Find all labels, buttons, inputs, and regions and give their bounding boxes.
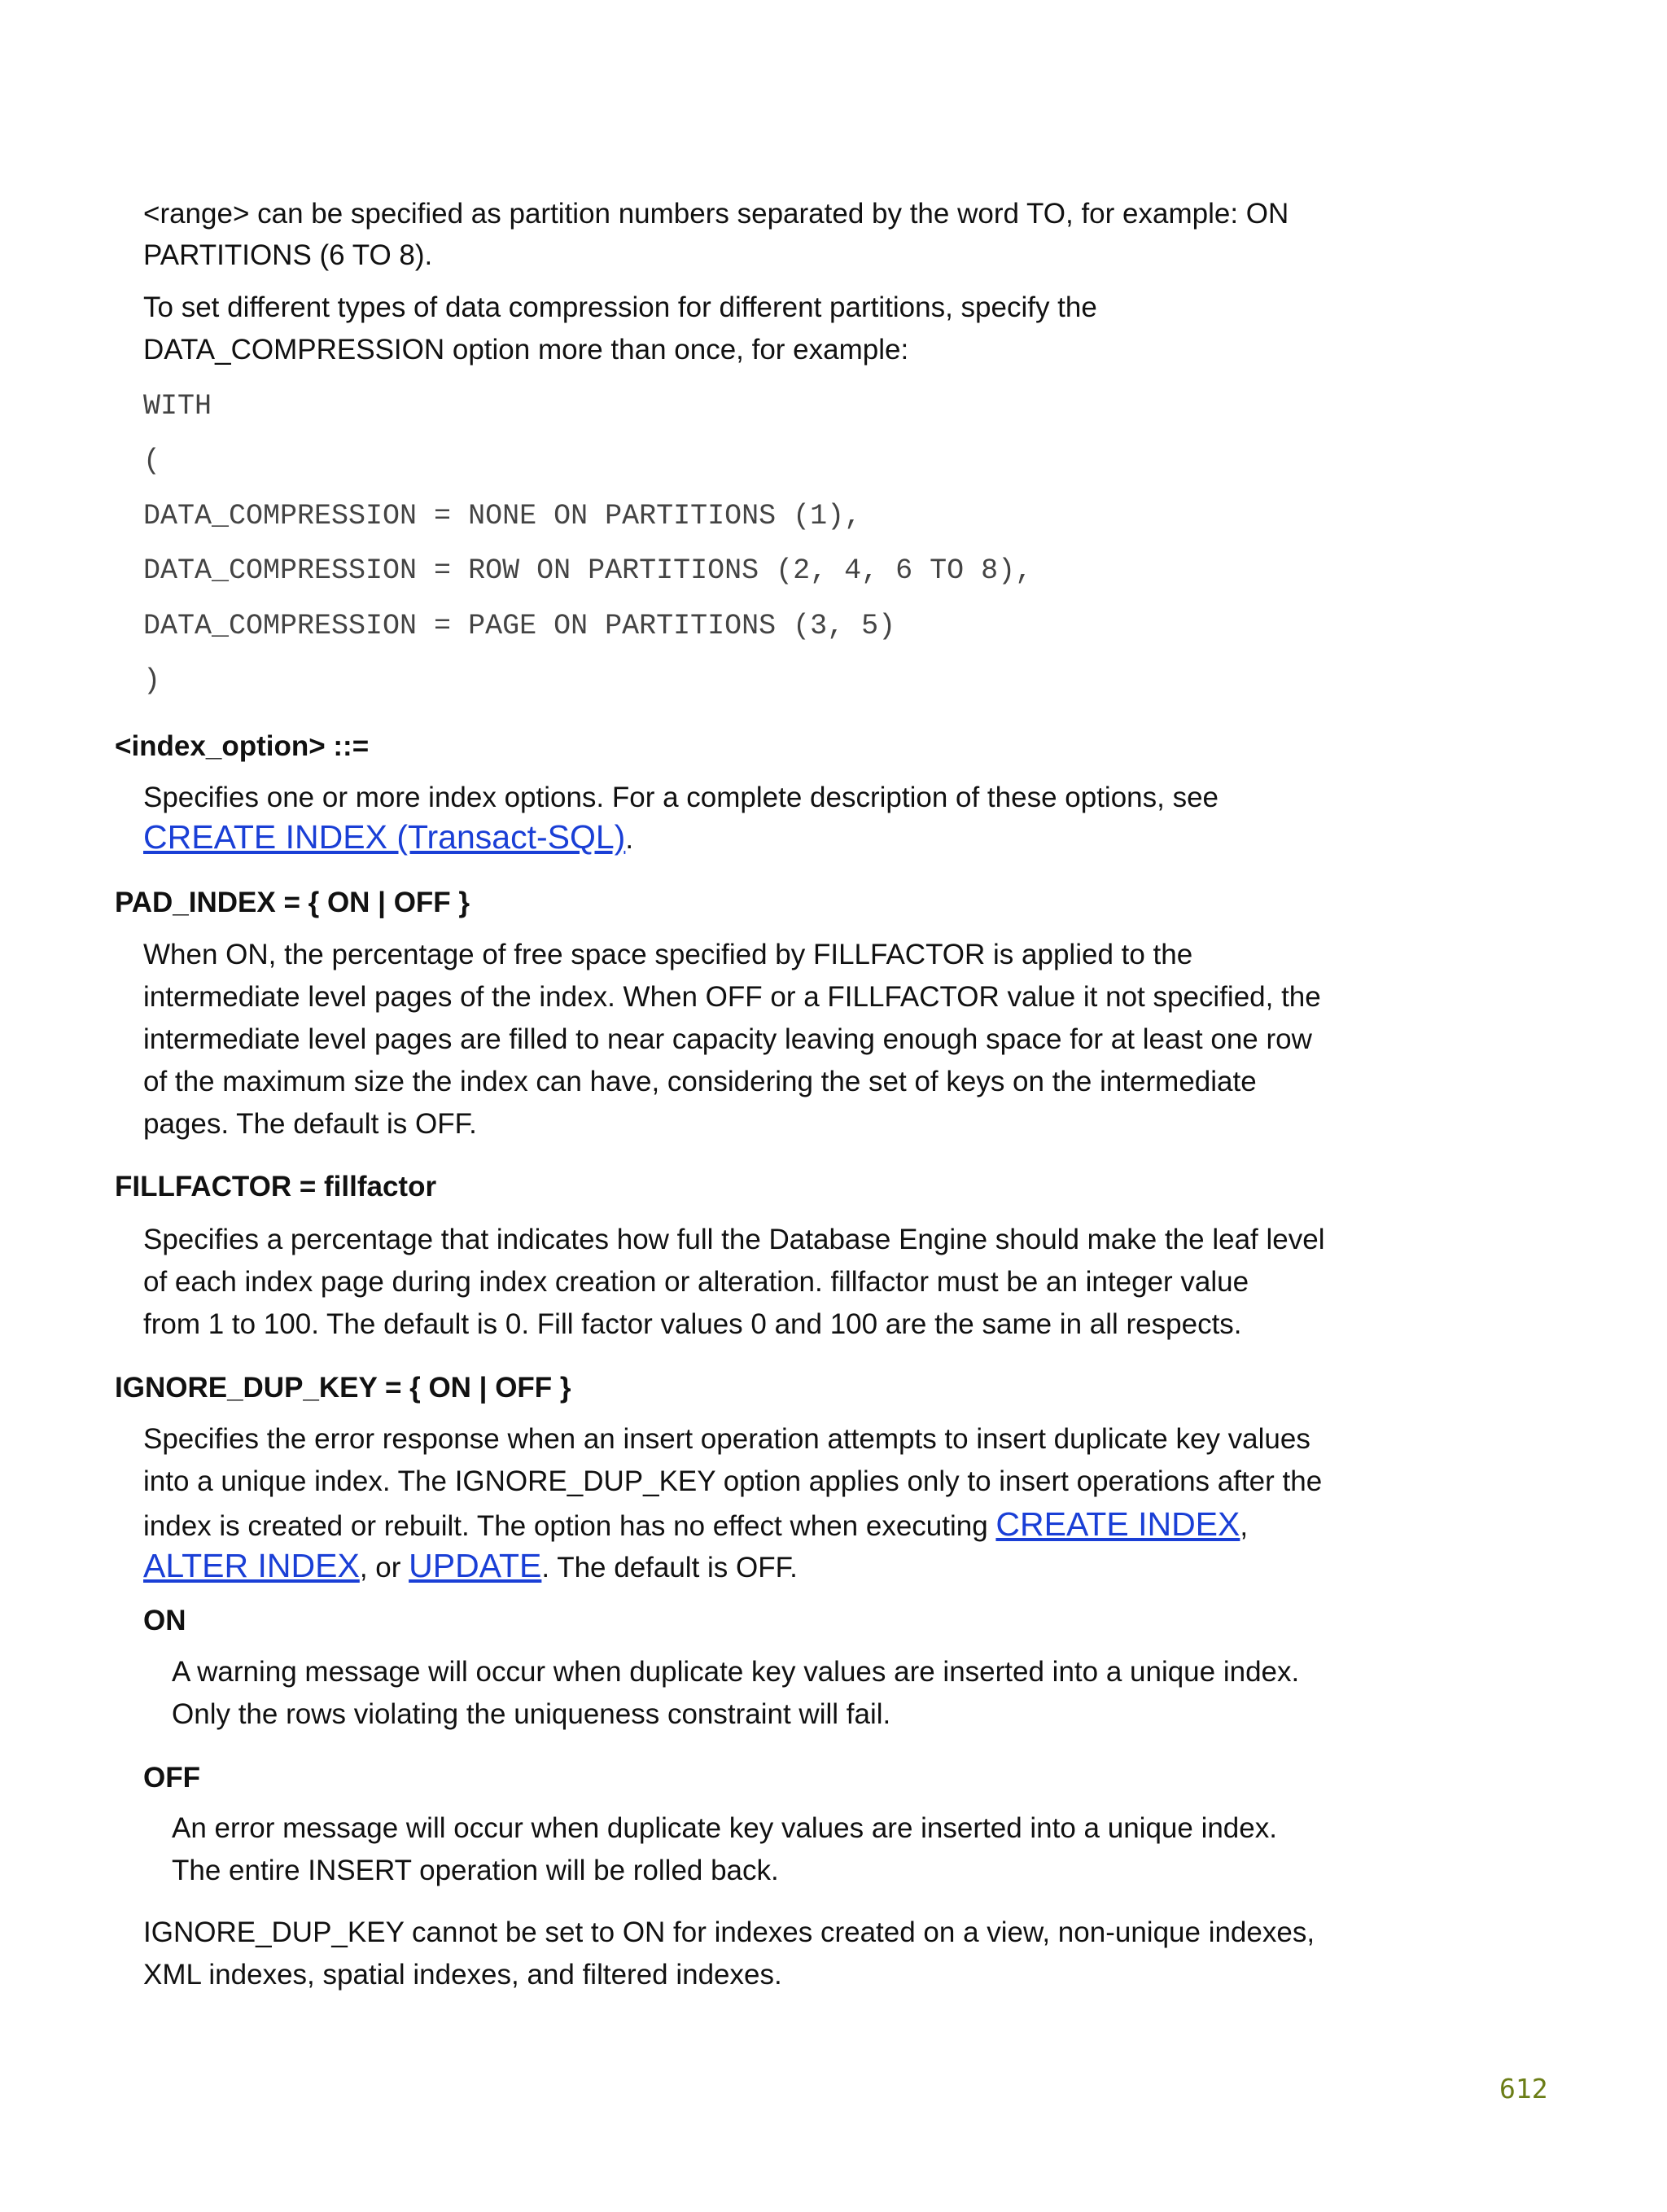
index-option-heading: <index_option> ::=: [115, 730, 370, 762]
code-line-4: DATA_COMPRESSION = ROW ON PARTITIONS (2, 4, 6 TO 8),: [143, 554, 1033, 587]
index-option-line-2: [143, 818, 634, 856]
pad-index-line-5: pages. The default is OFF.: [143, 1108, 477, 1140]
code-line-6: ): [143, 664, 161, 697]
index-option-line-1: Specifies one or more index options. For a complete description of these options, see: [143, 782, 1219, 813]
pad-index-heading: PAD_INDEX = { ON | OFF }: [115, 887, 470, 918]
code-line-1: WITH: [143, 390, 212, 423]
code-line-3: DATA_COMPRESSION = NONE ON PARTITIONS (1),: [143, 500, 862, 532]
intro-line-3: To set different types of data compression for different partitions, specify the: [143, 291, 1097, 323]
pad-index-line-2: intermediate level pages of the index. When OFF or a FILLFACTOR value it not specified, the: [143, 981, 1321, 1013]
intro-line-4: DATA_COMPRESSION option more than once, for example:: [143, 334, 909, 366]
off-heading: OFF: [143, 1762, 200, 1794]
ignore-dup-key-line-1: Specifies the error response when an insert operation attempts to insert duplicate key values: [143, 1423, 1310, 1455]
ignore-dup-key-heading: IGNORE_DUP_KEY = { ON | OFF }: [115, 1372, 571, 1404]
ignore-dup-key-line-4: [143, 1549, 798, 1584]
pad-index-line-4: of the maximum size the index can have, considering the set of keys on the intermediate: [143, 1066, 1257, 1097]
fillfactor-line-1: Specifies a percentage that indicates how full the Database Engine should make the leaf level: [143, 1224, 1325, 1255]
fillfactor-line-2: of each index page during index creation or alteration. fillfactor must be an integer value: [143, 1266, 1249, 1298]
ignore-dup-key-default: . The default is OFF.: [541, 1552, 798, 1583]
on-line-1: A warning message will occur when duplicate key values are inserted into a unique index.: [172, 1656, 1300, 1688]
pad-index-line-1: When ON, the percentage of free space specified by FILLFACTOR is applied to the: [143, 939, 1193, 970]
ignore-dup-key-line-3-text: index is created or rebuilt. The option has no effect when executing: [143, 1510, 996, 1542]
on-heading: ON: [143, 1605, 186, 1636]
fillfactor-heading: FILLFACTOR = fillfactor: [115, 1171, 437, 1202]
off-line-2: The entire INSERT operation will be rolled back.: [172, 1855, 779, 1886]
intro-line-1: <range> can be specified as partition numbers separated by the word TO, for example: ON: [143, 198, 1289, 230]
update-link[interactable]: UPDATE: [409, 1547, 542, 1584]
on-line-2: Only the rows violating the uniqueness constraint will fail.: [172, 1698, 891, 1730]
alter-index-link[interactable]: ALTER INDEX: [143, 1547, 360, 1584]
note-line-2: XML indexes, spatial indexes, and filtered indexes.: [143, 1959, 782, 1991]
note-line-1: IGNORE_DUP_KEY cannot be set to ON for indexes created on a view, non-unique indexes,: [143, 1916, 1315, 1948]
ignore-dup-key-or: , or: [359, 1552, 409, 1583]
code-line-2: (: [143, 445, 161, 477]
create-index-transact-sql-link[interactable]: CREATE INDEX (Transact-SQL): [143, 818, 626, 856]
off-line-1: An error message will occur when duplicate key values are inserted into a unique index.: [172, 1812, 1277, 1844]
page-number: 612: [1499, 2073, 1548, 2105]
intro-line-2: PARTITIONS (6 TO 8).: [143, 239, 433, 271]
pad-index-line-3: intermediate level pages are filled to near capacity leaving enough space for at least one row: [143, 1023, 1312, 1055]
create-index-link[interactable]: CREATE INDEX: [995, 1505, 1240, 1543]
ignore-dup-key-line-3: [143, 1505, 1249, 1543]
fillfactor-line-3: from 1 to 100. The default is 0. Fill factor values 0 and 100 are the same in all respects.: [143, 1308, 1242, 1340]
index-option-period: .: [625, 823, 634, 855]
code-line-5: DATA_COMPRESSION = PAGE ON PARTITIONS (3, 5): [143, 610, 896, 642]
ignore-dup-key-comma: ,: [1240, 1510, 1249, 1542]
ignore-dup-key-line-2: into a unique index. The IGNORE_DUP_KEY option applies only to insert operations after the: [143, 1465, 1323, 1497]
